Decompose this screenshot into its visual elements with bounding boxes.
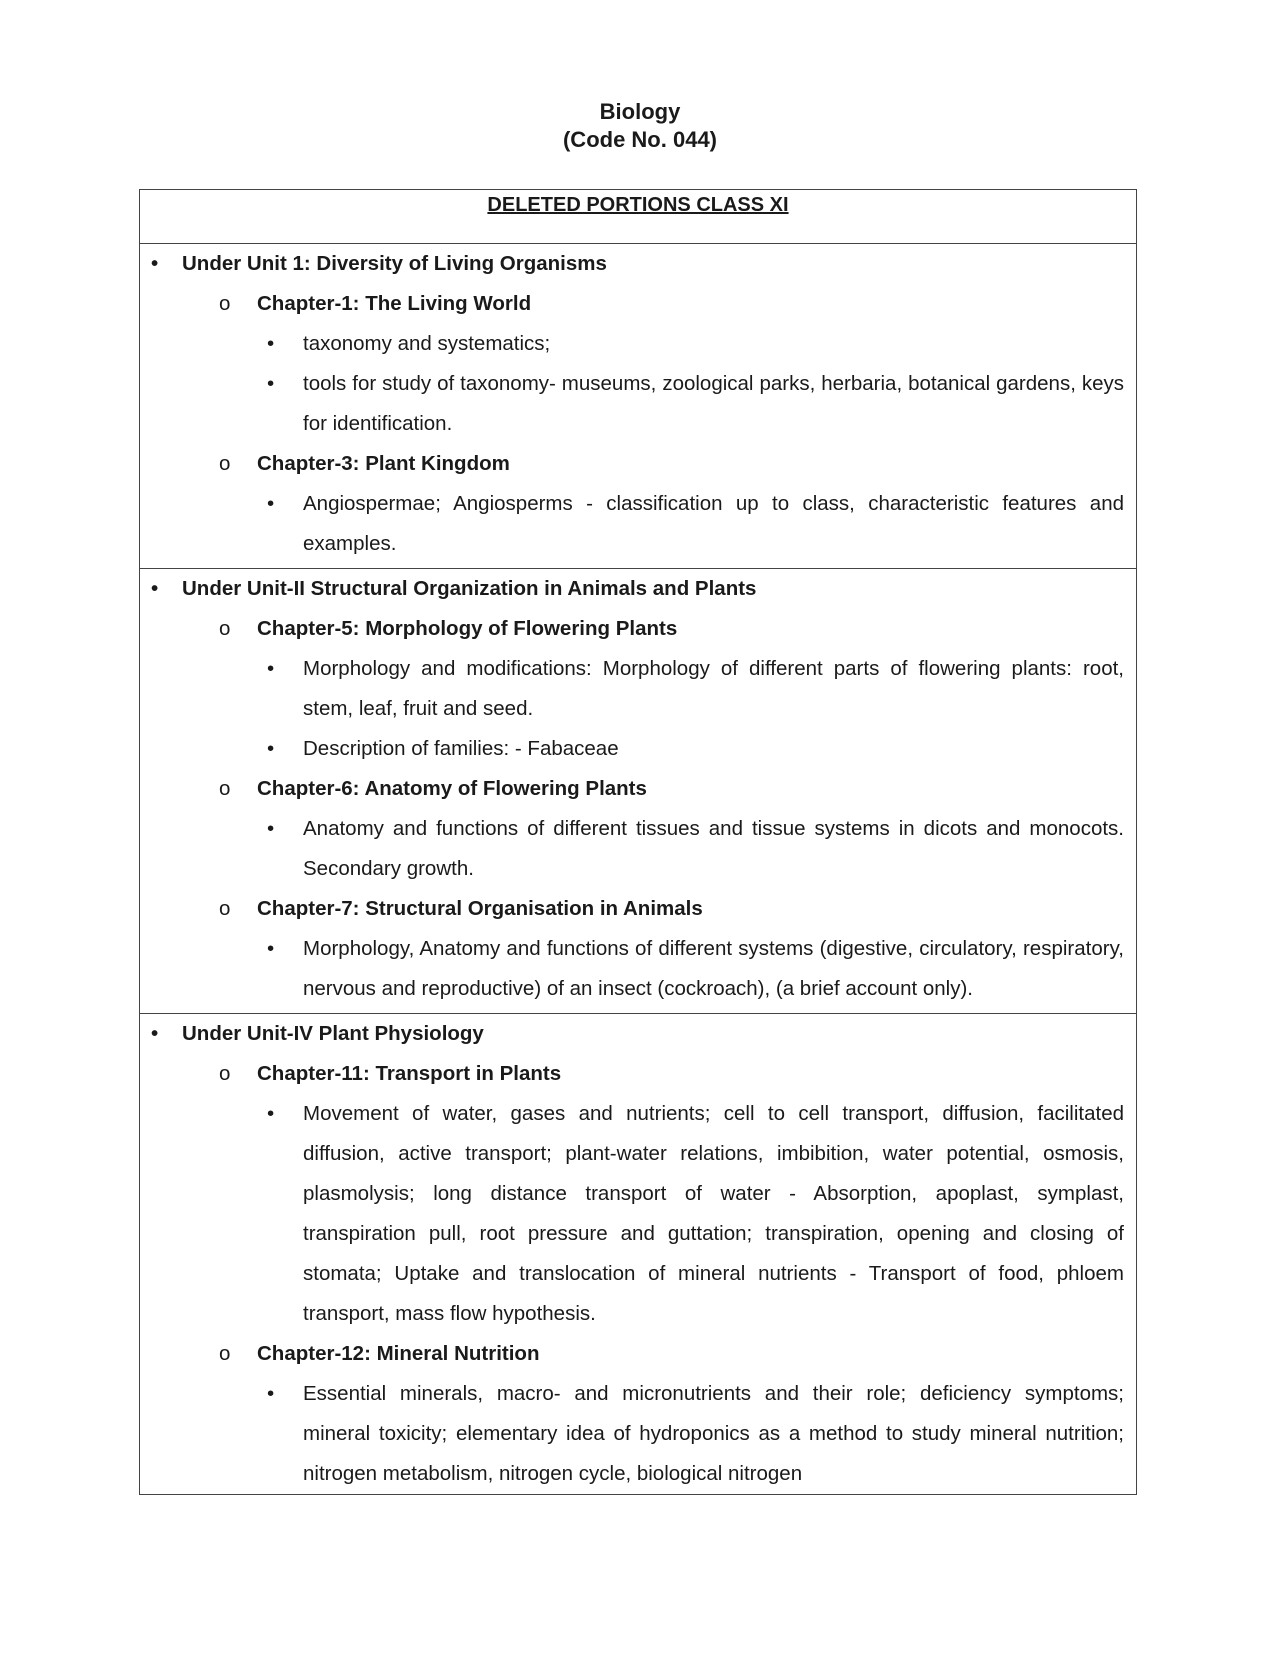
- circle-bullet-icon: o: [219, 897, 231, 920]
- bullet-icon: •: [267, 492, 275, 515]
- bullet-icon: •: [151, 1022, 159, 1045]
- circle-bullet-icon: o: [219, 1062, 231, 1085]
- unit-section: [140, 244, 1136, 569]
- bullet-icon: •: [267, 817, 275, 840]
- unit-heading: [140, 1014, 1136, 1054]
- table-heading: DELETED PORTIONS CLASS XI: [487, 194, 789, 216]
- chapter-heading: [140, 284, 1136, 324]
- chapter-title: Chapter-6: Anatomy of Flowering Plants: [257, 777, 647, 800]
- chapter-heading: [140, 889, 1136, 929]
- chapter-title: Chapter-5: Morphology of Flowering Plants: [257, 617, 678, 640]
- item-text: Description of families: - Fabaceae: [303, 737, 619, 760]
- bullet-icon: •: [267, 1102, 275, 1125]
- unit-section: [140, 1014, 1136, 1494]
- circle-bullet-icon: o: [219, 617, 231, 640]
- chapter-heading: [140, 769, 1136, 809]
- list-item: [140, 809, 1136, 889]
- subject-title: Biology: [599, 99, 681, 124]
- list-item: [140, 484, 1136, 564]
- item-text: Morphology, Anatomy and functions of different systems (digestive, circulatory, respiratory, nervous and reproductive) of an insect (cockroach), (a brief account only).: [303, 937, 1124, 1000]
- unit-title: Under Unit-II Structural Organization in Animals and Plants: [182, 577, 757, 600]
- item-text: taxonomy and systematics;: [303, 332, 551, 355]
- list-item: [140, 649, 1136, 729]
- list-item: [140, 1374, 1136, 1494]
- chapter-title: Chapter-1: The Living World: [257, 292, 532, 315]
- bullet-icon: •: [151, 252, 159, 275]
- document-title: [0, 98, 1280, 154]
- chapter-heading: [140, 1334, 1136, 1374]
- item-text: Movement of water, gases and nutrients; cell to cell transport, diffusion, facilitated diffusion, active transport; plant-water relations, imbibition, water potential, osmosis, plasmolysis; long distance transport of water - Absorption, apoplast, symplast, transpiration pull, root pressure and guttation; transpiration, opening and closing of stomata; Uptake and translocation of mineral nutrients - Transport of food, phloem transport, mass flow hypothesis.: [303, 1102, 1124, 1325]
- circle-bullet-icon: o: [219, 1342, 231, 1365]
- deleted-portions-table: [139, 189, 1137, 1495]
- bullet-icon: •: [267, 657, 275, 680]
- circle-bullet-icon: o: [219, 777, 231, 800]
- list-item: [140, 729, 1136, 769]
- item-text: Anatomy and functions of different tissues and tissue systems in dicots and monocots. Secondary growth.: [303, 817, 1124, 880]
- item-text: Essential minerals, macro- and micronutrients and their role; deficiency symptoms; mineral toxicity; elementary idea of hydroponics as a method to study mineral nutrition; nitrogen metabolism, nitrogen cycle, biological nitrogen: [303, 1382, 1124, 1485]
- unit-title: Under Unit-IV Plant Physiology: [182, 1022, 484, 1045]
- subject-code: (Code No. 044): [562, 127, 718, 152]
- chapter-title: Chapter-11: Transport in Plants: [257, 1062, 562, 1085]
- list-item: [140, 324, 1136, 364]
- table-heading-row: [140, 190, 1136, 244]
- bullet-icon: •: [267, 937, 275, 960]
- list-item: [140, 929, 1136, 1009]
- circle-bullet-icon: o: [219, 292, 231, 315]
- list-item: [140, 364, 1136, 444]
- chapter-title: Chapter-7: Structural Organisation in Animals: [257, 897, 703, 920]
- item-text: tools for study of taxonomy- museums, zoological parks, herbaria, botanical gardens, keys for identification.: [303, 372, 1124, 435]
- item-text: Morphology and modifications: Morphology of different parts of flowering plants: root, stem, leaf, fruit and seed.: [303, 657, 1124, 720]
- unit-section: [140, 569, 1136, 1014]
- item-text: Angiospermae; Angiosperms - classification up to class, characteristic features and examples.: [303, 492, 1124, 555]
- circle-bullet-icon: o: [219, 452, 231, 475]
- bullet-icon: •: [151, 577, 159, 600]
- chapter-heading: [140, 444, 1136, 484]
- unit-heading: [140, 569, 1136, 609]
- chapter-title: Chapter-3: Plant Kingdom: [257, 452, 510, 475]
- unit-heading: [140, 244, 1136, 284]
- chapter-heading: [140, 609, 1136, 649]
- bullet-icon: •: [267, 1382, 275, 1405]
- chapter-title: Chapter-12: Mineral Nutrition: [257, 1342, 540, 1365]
- bullet-icon: •: [267, 332, 275, 355]
- bullet-icon: •: [267, 372, 275, 395]
- list-item: [140, 1094, 1136, 1334]
- unit-title: Under Unit 1: Diversity of Living Organisms: [182, 252, 607, 275]
- bullet-icon: •: [267, 737, 275, 760]
- chapter-heading: [140, 1054, 1136, 1094]
